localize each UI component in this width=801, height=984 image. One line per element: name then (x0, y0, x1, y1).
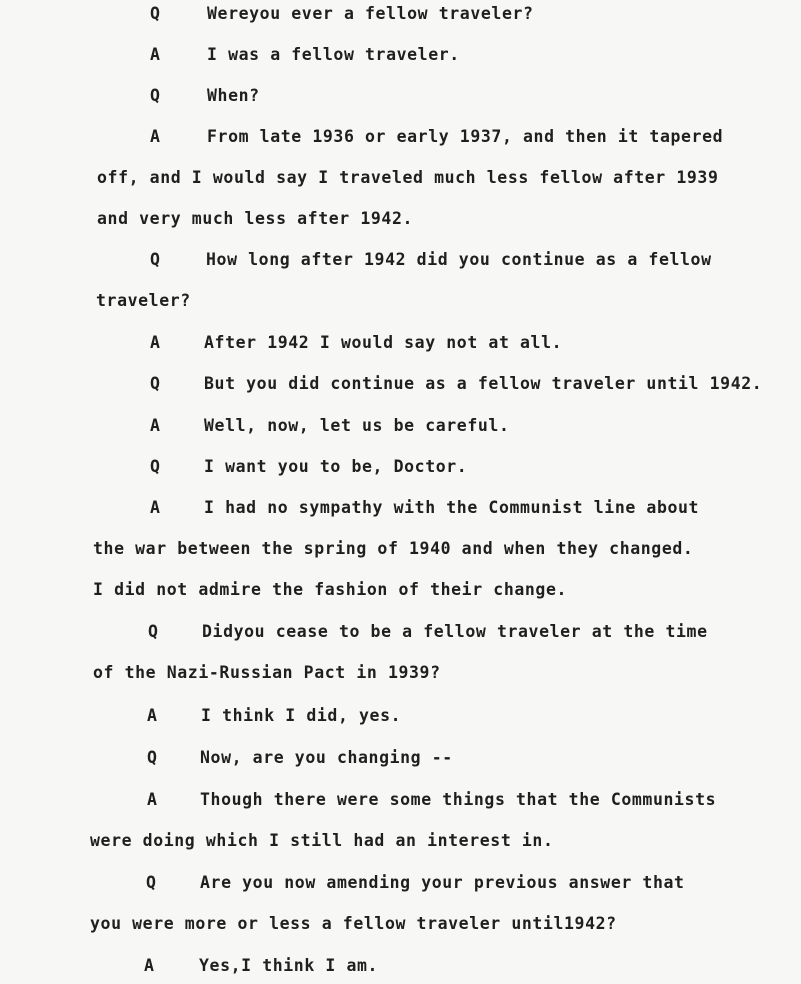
question-text: Wereyou ever a fellow traveler? (207, 4, 534, 23)
answer-text: I think I did, yes. (201, 706, 402, 725)
question-text: How long after 1942 did you continue as a fellow (206, 250, 712, 269)
question-text: Didyou cease to be a fellow traveler at the time (202, 622, 708, 641)
speaker-label: A (150, 127, 160, 146)
answer-text: Yes,I think I am. (199, 956, 379, 975)
continuation-text: of the Nazi-Russian Pact in 1939? (93, 663, 441, 682)
continuation-text: you were more or less a fellow traveler until1942? (90, 914, 617, 933)
speaker-label: Q (150, 457, 160, 476)
answer-text: Though there were some things that the Communists (200, 790, 717, 809)
speaker-label: A (150, 45, 160, 64)
continuation-text: the war between the spring of 1940 and when they changed. (93, 539, 694, 558)
continuation-text: and very much less after 1942. (97, 209, 414, 228)
speaker-label: Q (150, 4, 160, 23)
continuation-text: I did not admire the fashion of their change. (93, 580, 568, 599)
continuation-text: were doing which I still had an interest in. (90, 831, 554, 850)
question-text: But you did continue as a fellow traveler until 1942. (204, 374, 763, 393)
question-text: I want you to be, Doctor. (204, 457, 468, 476)
answer-text: Well, now, let us be careful. (204, 416, 510, 435)
continuation-text: off, and I would say I traveled much less fellow after 1939 (97, 168, 719, 187)
speaker-label: A (147, 706, 157, 725)
speaker-label: Q (150, 250, 160, 269)
question-text: When? (207, 86, 260, 105)
answer-text: From late 1936 or early 1937, and then it tapered (207, 127, 724, 146)
question-text: Are you now amending your previous answer that (200, 873, 685, 892)
speaker-label: Q (150, 374, 160, 393)
question-text: Now, are you changing -- (200, 748, 453, 767)
speaker-label: Q (147, 748, 157, 767)
speaker-label: Q (146, 873, 156, 892)
speaker-label: Q (150, 86, 160, 105)
answer-text: After 1942 I would say not at all. (204, 333, 563, 352)
speaker-label: A (144, 956, 154, 975)
speaker-label: A (150, 498, 160, 517)
answer-text: I was a fellow traveler. (207, 45, 460, 64)
speaker-label: A (150, 416, 160, 435)
continuation-text: traveler? (96, 291, 191, 310)
answer-text: I had no sympathy with the Communist line about (204, 498, 700, 517)
speaker-label: A (150, 333, 160, 352)
speaker-label: A (147, 790, 157, 809)
speaker-label: Q (148, 622, 158, 641)
